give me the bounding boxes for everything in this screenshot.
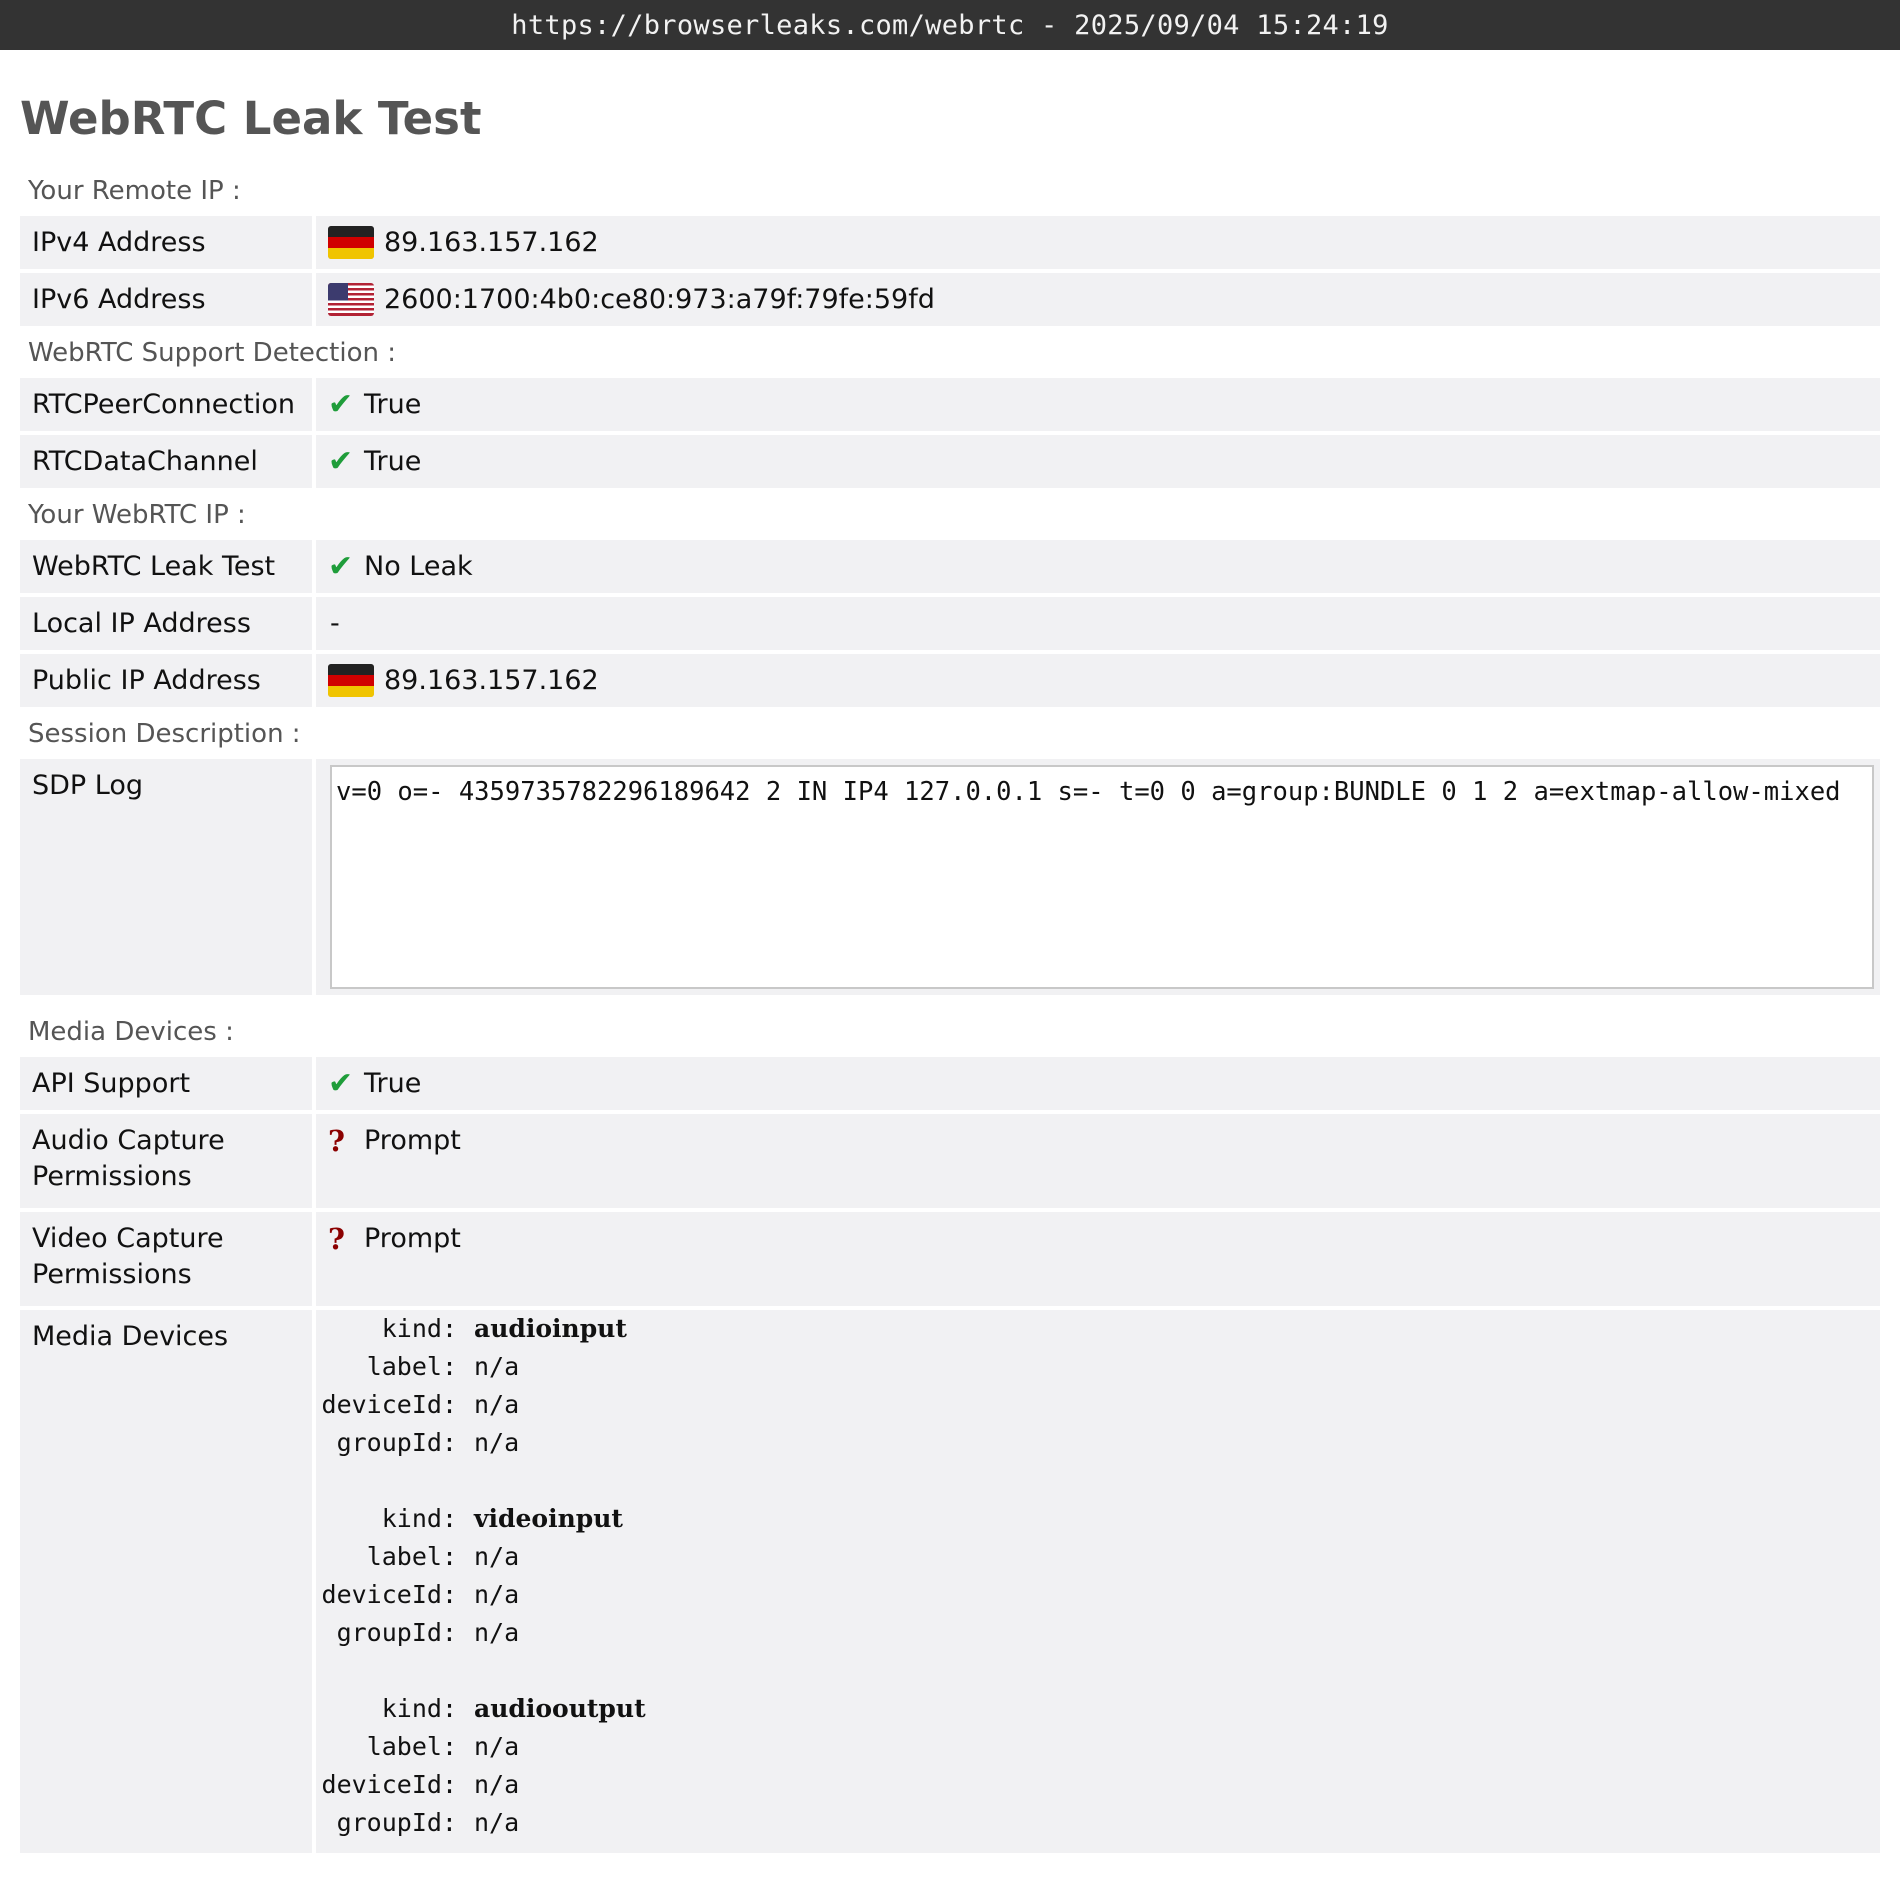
ipv6-value: 2600:1700:4b0:ce80:973:a79f:79fe:59fd xyxy=(384,284,935,315)
sdp-label: SDP Log xyxy=(20,759,312,995)
usa-flag-icon xyxy=(328,283,374,316)
media-devices-label: Media Devices xyxy=(20,1310,312,1853)
peer-connection-label: RTCPeerConnection xyxy=(20,378,312,431)
question-icon: ? xyxy=(328,1222,345,1256)
public-ip-value: 89.163.157.162 xyxy=(384,665,599,696)
page-title: WebRTC Leak Test xyxy=(20,92,482,145)
video-permissions-label: Video Capture Permissions xyxy=(20,1212,312,1306)
results-table xyxy=(20,171,1880,1853)
device-id: n/a xyxy=(474,1770,520,1799)
device-kind: videoinput xyxy=(474,1504,623,1533)
url-bar[interactable]: https://browserleaks.com/webrtc - 2025/09/04 15:24:19 xyxy=(0,0,1900,50)
data-channel-label: RTCDataChannel xyxy=(20,435,312,488)
device-id-key: deviceId: xyxy=(321,1390,457,1419)
ipv6-label: IPv6 Address xyxy=(20,273,312,326)
checkmark-icon: ✔ xyxy=(328,387,354,422)
section-support: WebRTC Support Detection : xyxy=(28,338,397,368)
label-key: label: xyxy=(366,1352,457,1381)
api-support-value: True xyxy=(364,1068,422,1099)
audio-permissions-value-cell xyxy=(316,1114,1880,1208)
local-ip-value: - xyxy=(330,608,340,639)
device-label: n/a xyxy=(474,1542,520,1571)
group-id-key: groupId: xyxy=(336,1428,457,1457)
group-id-key: groupId: xyxy=(336,1808,457,1837)
peer-connection-row xyxy=(20,378,1880,431)
kind-key: kind: xyxy=(381,1504,457,1533)
sdp-value-cell xyxy=(316,759,1880,995)
device-id: n/a xyxy=(474,1390,520,1419)
section-media: Media Devices : xyxy=(28,1017,234,1047)
ipv4-value-cell xyxy=(316,216,1880,269)
video-permissions-value-cell xyxy=(316,1212,1880,1306)
section-remote-ip: Your Remote IP : xyxy=(28,176,241,206)
api-support-row xyxy=(20,1057,1880,1110)
checkmark-icon: ✔ xyxy=(328,549,354,584)
checkmark-icon: ✔ xyxy=(328,1066,354,1101)
audio-permissions-label: Audio Capture Permissions xyxy=(20,1114,312,1208)
leak-test-value: No Leak xyxy=(364,551,473,582)
device-id-key: deviceId: xyxy=(321,1580,457,1609)
local-ip-label: Local IP Address xyxy=(20,597,312,650)
device-label: n/a xyxy=(474,1732,520,1761)
video-permissions-value: Prompt xyxy=(364,1223,461,1254)
local-ip-row xyxy=(20,597,1880,650)
peer-connection-value: True xyxy=(364,389,422,420)
leak-test-value-cell xyxy=(316,540,1880,593)
group-id: n/a xyxy=(474,1428,520,1457)
section-session: Session Description : xyxy=(28,719,301,749)
ipv6-row xyxy=(20,273,1880,326)
device-label: n/a xyxy=(474,1352,520,1381)
data-channel-value: True xyxy=(364,446,422,477)
media-devices-row xyxy=(20,1310,1880,1853)
germany-flag-icon xyxy=(328,664,374,697)
group-id-key: groupId: xyxy=(336,1618,457,1647)
label-key: label: xyxy=(366,1732,457,1761)
kind-key: kind: xyxy=(381,1314,457,1343)
public-ip-value-cell xyxy=(316,654,1880,707)
ipv6-value-cell xyxy=(316,273,1880,326)
device-entry xyxy=(316,1690,1868,1842)
ipv4-value: 89.163.157.162 xyxy=(384,227,599,258)
device-entry xyxy=(316,1310,1868,1462)
leak-test-label: WebRTC Leak Test xyxy=(20,540,312,593)
peer-connection-value-cell xyxy=(316,378,1880,431)
device-entry xyxy=(316,1500,1868,1652)
public-ip-row xyxy=(20,654,1880,707)
label-key: label: xyxy=(366,1542,457,1571)
device-kind: audioinput xyxy=(474,1314,627,1343)
ipv4-label: IPv4 Address xyxy=(20,216,312,269)
data-channel-value-cell xyxy=(316,435,1880,488)
audio-permissions-row xyxy=(20,1114,1880,1208)
device-id: n/a xyxy=(474,1580,520,1609)
group-id: n/a xyxy=(474,1808,520,1837)
kind-key: kind: xyxy=(381,1694,457,1723)
api-support-label: API Support xyxy=(20,1057,312,1110)
media-devices-list xyxy=(316,1310,1880,1853)
leak-test-row xyxy=(20,540,1880,593)
data-channel-row xyxy=(20,435,1880,488)
section-webrtc-ip: Your WebRTC IP : xyxy=(28,500,246,530)
api-support-value-cell xyxy=(316,1057,1880,1110)
local-ip-value-cell xyxy=(316,597,1880,650)
question-icon: ? xyxy=(328,1124,345,1158)
public-ip-label: Public IP Address xyxy=(20,654,312,707)
group-id: n/a xyxy=(474,1618,520,1647)
device-kind: audiooutput xyxy=(474,1694,646,1723)
audio-permissions-value: Prompt xyxy=(364,1125,461,1156)
sdp-log-textarea[interactable]: v=0 o=- 4359735782296189642 2 IN IP4 127.0.0.1 s=- t=0 0 a=group:BUNDLE 0 1 2 a=extmap-allow-mixed xyxy=(330,765,1874,989)
video-permissions-row xyxy=(20,1212,1880,1306)
ipv4-row xyxy=(20,216,1880,269)
device-id-key: deviceId: xyxy=(321,1770,457,1799)
checkmark-icon: ✔ xyxy=(328,444,354,479)
sdp-row xyxy=(20,759,1880,995)
germany-flag-icon xyxy=(328,226,374,259)
